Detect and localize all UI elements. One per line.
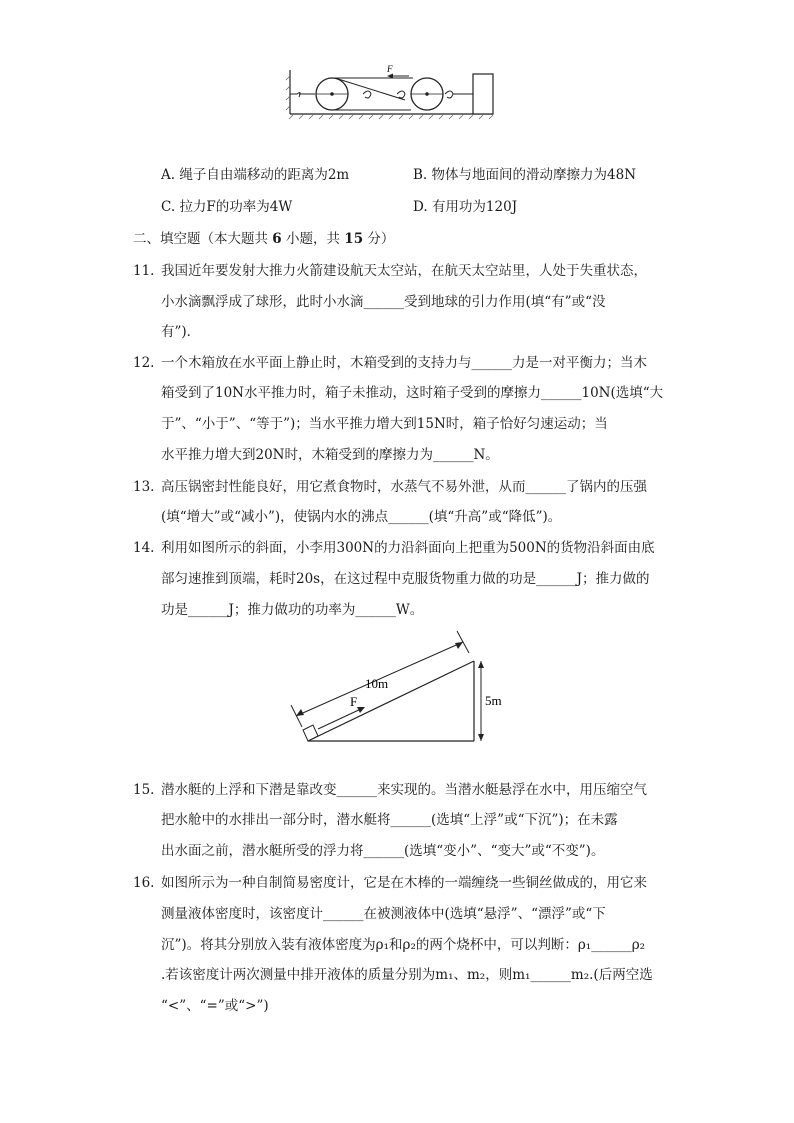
question-line: 潜水艇的上浮和下潜是靠改变______来实现的。当潜水艇悬浮在水中，用压缩空气 xyxy=(161,782,647,798)
question-number: 14. xyxy=(133,540,155,556)
pulley-force-label: F xyxy=(387,64,393,74)
question-line: (填“增大”或“减小”)，使锅内水的沸点______(填“升高”或“降低”)。 xyxy=(161,509,562,525)
question-line: 沉”)。将其分别放入装有液体密度为ρ₁和ρ₂的两个烧杯中，可以判断：ρ₁______ρ₂ xyxy=(161,937,646,953)
option-c: C. 拉力F的功率为4W xyxy=(161,199,293,215)
question-line: 水平推力增大到20N时，木箱受到的摩擦力为______N。 xyxy=(161,447,499,463)
question-line: 高压锅密封性能良好，用它煮食物时，水蒸气不易外泄，从而______了锅内的压强 xyxy=(161,479,647,495)
question-number: 11. xyxy=(133,263,155,279)
question-number: 15. xyxy=(133,782,155,798)
question-line: 如图所示为一种自制简易密度计，它是在木棒的一端缠绕一些铜丝做成的，用它来 xyxy=(161,875,647,891)
slope-length-label: 10m xyxy=(365,676,389,691)
question-line: 功是______J；推力做功的功率为______W。 xyxy=(161,602,424,618)
option-b: B. 物体与地面间的滑动摩擦力为48N xyxy=(413,167,637,183)
question-line: 小水滴飘浮成了球形，此时小水滴______受到地球的引力作用(填“有”或“没 xyxy=(161,294,606,310)
question-line: 把水舱中的水排出一部分时，潜水艇将______(选填“上浮”或“下沉”)；在未露 xyxy=(161,812,618,828)
option-a: A. 绳子自由端移动的距离为2m xyxy=(161,167,350,183)
question-line: 有”)． xyxy=(161,324,201,340)
question-line: .若该密度计两次测量中排开液体的质量分别为m₁、m₂，则m₁______m₂.(后两空选 xyxy=(161,967,653,983)
question-line: 一个木箱放在水平面上静止时，木箱受到的支持力与______力是一对平衡力；当木 xyxy=(161,355,647,371)
question-line: 我国近年要发射大推力火箭建设航天太空站，在航天太空站里，人处于失重状态， xyxy=(161,263,647,279)
question-number: 12. xyxy=(133,355,155,371)
incline-figure xyxy=(285,625,515,750)
option-d: D. 有用功为120J xyxy=(413,199,518,215)
question-line: 部匀速推到顶端，耗时20s，在这过程中克服货物重力做的功是______J；推力做的 xyxy=(161,571,650,587)
question-line: 出水面之前，潜水艇所受的浮力将______(选填“变小”、“变大”或“不变”)。 xyxy=(161,843,605,859)
pulley-figure xyxy=(285,62,495,120)
question-line: 利用如图所示的斜面，小李用300N的力沿斜面向上把重为500N的货物沿斜面由底 xyxy=(161,540,655,556)
question-number: 16. xyxy=(133,875,155,891)
question-line: 测量液体密度时，该密度计______在被测液体中(选填“悬浮”、“漂浮”或“下 xyxy=(161,906,606,922)
question-line: 于”、“小于”、“等于”)；当水平推力增大到15N时，箱子恰好匀速运动；当 xyxy=(161,416,608,432)
section-heading: 二、填空题（本大题共 6 小题，共 15 分） xyxy=(133,231,395,247)
question-number: 13. xyxy=(133,479,155,495)
height-label: 5m xyxy=(485,693,502,708)
incline-force-label: F xyxy=(350,694,358,709)
question-line: 箱受到了10N水平推力时，箱子未推动，这时箱子受到的摩擦力______10N(选填“大 xyxy=(161,385,664,401)
question-line: “<”、“=”或“>”) xyxy=(161,998,269,1014)
